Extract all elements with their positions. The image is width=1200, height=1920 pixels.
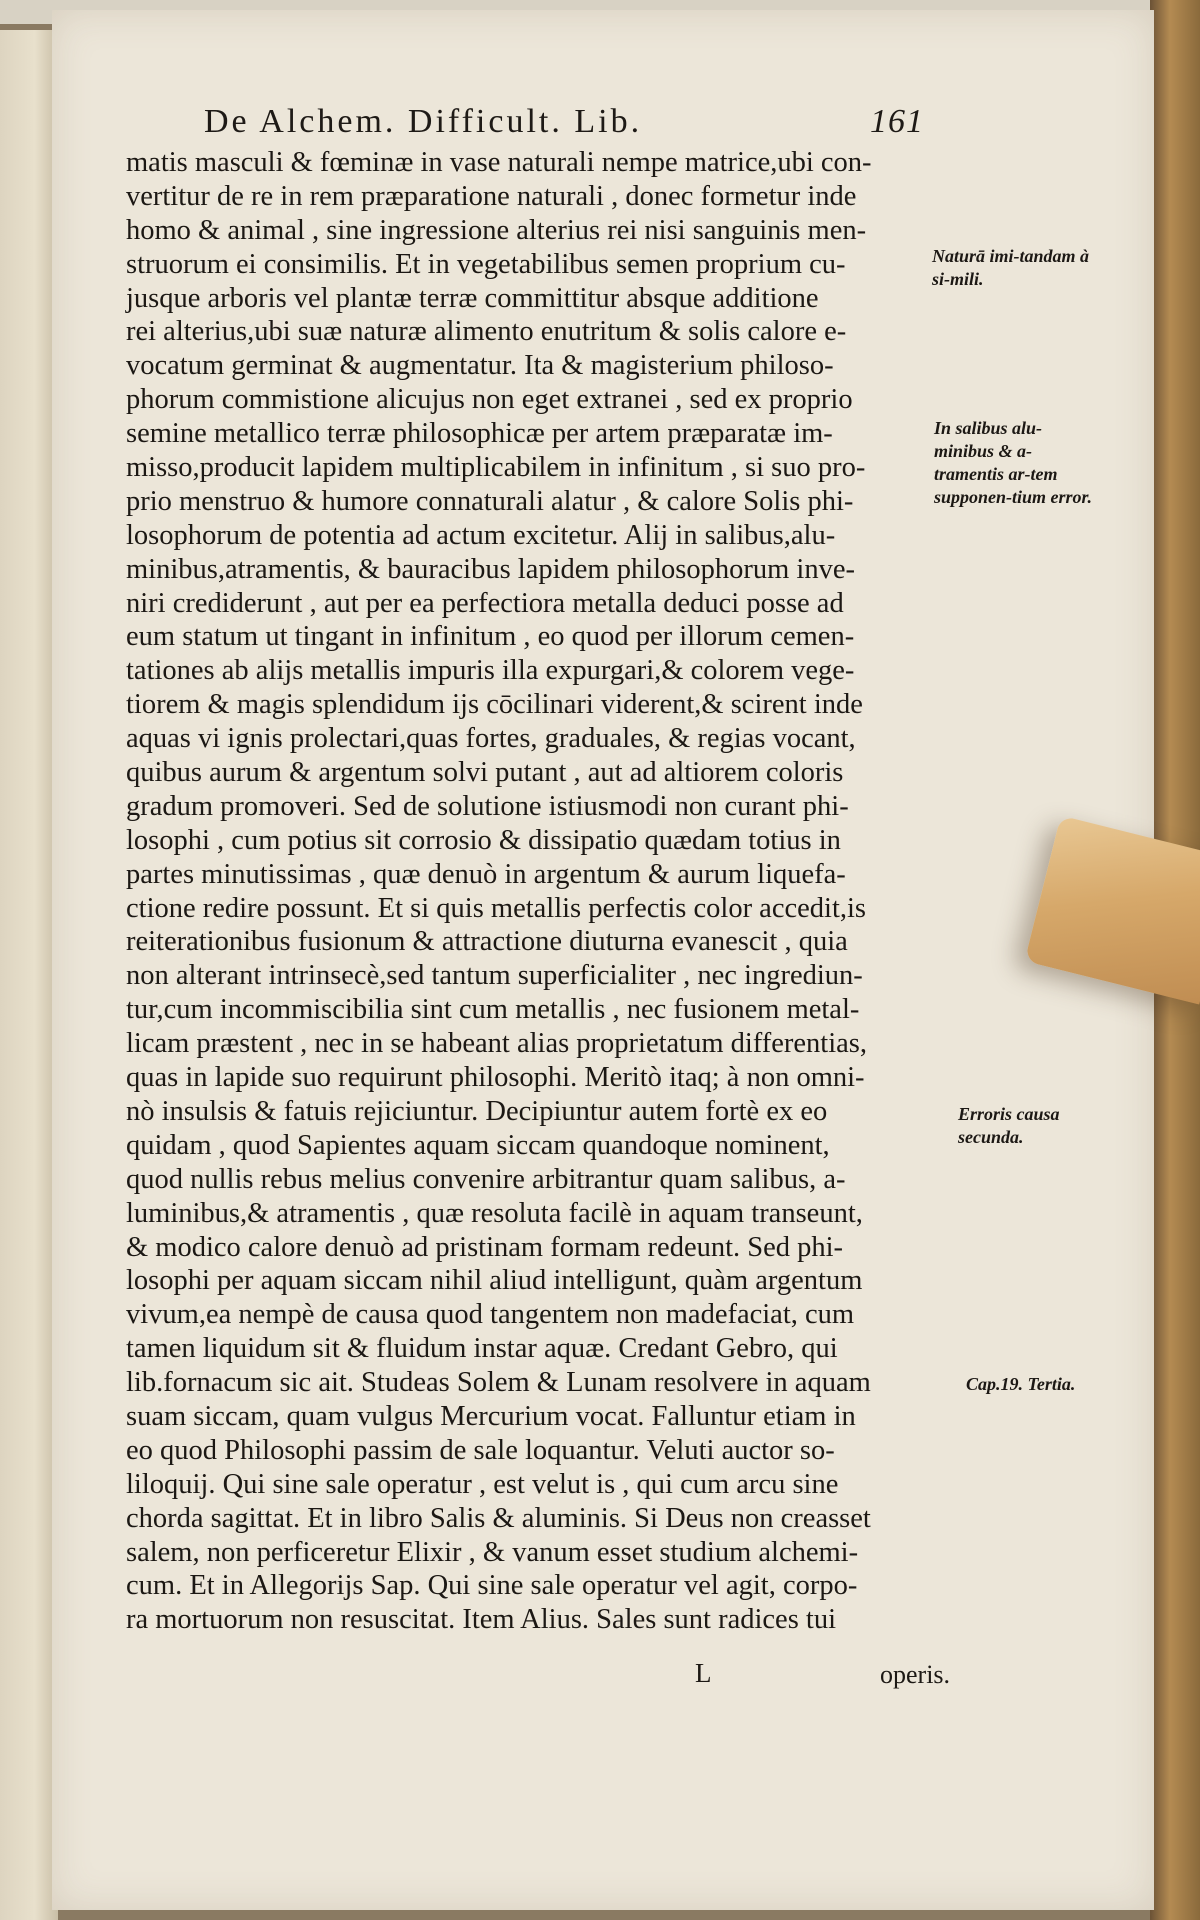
marginal-note: Cap.19. Tertia. xyxy=(966,1374,1076,1394)
text-line: gradum promoveri. Sed de solutione istiusmodi non curant phi- xyxy=(126,790,849,822)
body-text xyxy=(126,146,1006,1637)
text-line: eo quod Philosophi passim de sale loquantur. Veluti auctor so- xyxy=(126,1434,835,1466)
text-line: aquas vi ignis prolectari,quas fortes, graduales, & regias vocant, xyxy=(126,723,856,755)
text-line: homo & animal , sine ingressione alterius rei nisi sanguinis men- xyxy=(126,214,867,246)
signature-mark: L xyxy=(695,1658,712,1688)
text-line: vertitur de re in rem præparatione naturali , donec formetur inde xyxy=(126,180,857,212)
text-line: liloquij. Qui sine sale operatur , est velut is , qui cum arcu sine xyxy=(126,1468,839,1500)
text-line: quas in lapide suo requirunt philosophi. Meritò itaq; à non omni- xyxy=(126,1062,865,1094)
text-line: losophi , cum potius sit corrosio & dissipatio quædam totius in xyxy=(126,824,841,856)
text-line: ctione redire possunt. Et si quis metallis perfectis color accedit,is xyxy=(126,892,866,924)
text-line: tiorem & magis splendidum ijs cōcilinari viderent,& scirent inde xyxy=(126,689,863,721)
text-line: quod nullis rebus melius convenire arbitrantur quam salibus, a- xyxy=(126,1163,846,1195)
text-line: struorum ei consimilis. Et in vegetabilibus semen proprium cu- xyxy=(126,248,846,280)
text-line: licam præstent , nec in se habeant alias proprietatum differentias, xyxy=(126,1028,868,1060)
facing-page-edge xyxy=(0,30,58,1920)
text-line: semine metallico terræ philosophicæ per artem præparatæ im- xyxy=(126,418,833,450)
text-line: rei alterius,ubi suæ naturæ alimento enutritum & solis calore e- xyxy=(126,316,847,348)
text-line: lib.fornacum sic ait. Studeas Solem & Lunam resolvere in aquam xyxy=(126,1367,871,1399)
text-line: losophi per aquam siccam nihil aliud intelligunt, quàm argentum xyxy=(126,1265,863,1297)
marginal-note: Naturā imi-tandam à si-mili. xyxy=(932,246,1090,289)
running-head-title: De Alchem. Difficult. Lib. xyxy=(204,103,643,140)
marginal-note: Erroris causa secunda. xyxy=(958,1104,1060,1147)
text-line: tationes ab alijs metallis impuris illa expurgari,& colorem vege- xyxy=(126,655,855,687)
catchword: operis. xyxy=(880,1660,951,1689)
book-page xyxy=(52,10,1154,1910)
text-line: phorum commistione alicujus non eget extranei , sed ex proprio xyxy=(126,384,853,416)
text-line: vocatum germinat & augmentatur. Ita & magisterium philoso- xyxy=(126,350,834,382)
text-line: reiterationibus fusionum & attractione diuturna evanescit , quia xyxy=(126,926,848,958)
marginal-note: In salibus alu-minibus & a-tramentis ar-tem supponen-tium error. xyxy=(934,418,1093,507)
text-line: salem, non perficeretur Elixir , & vanum esset studium alchemi- xyxy=(126,1536,859,1568)
text-line: niri crediderunt , aut per ea perfectiora metalla deduci posse ad xyxy=(126,587,844,619)
text-line: nò insulsis & fatuis rejiciuntur. Decipiuntur autem fortè ex eo xyxy=(126,1095,828,1127)
text-line: cum. Et in Allegorijs Sap. Qui sine sale operatur vel agit, corpo- xyxy=(126,1570,858,1602)
text-line: non alterant intrinsecè,sed tantum superficialiter , nec ingrediun- xyxy=(126,960,863,992)
text-line: partes minutissimas , quæ denuò in argentum & aurum liquefa- xyxy=(126,858,846,890)
text-line: misso,producit lapidem multiplicabilem in infinitum , si suo pro- xyxy=(126,452,866,484)
text-line: tur,cum incommiscibilia sint cum metallis , nec fusionem metal- xyxy=(126,994,860,1026)
text-line: losophorum de potentia ad actum excitetur. Alij in salibus,alu- xyxy=(126,519,836,551)
text-line: eum statum ut tingant in infinitum , eo quod per illorum cemen- xyxy=(126,621,855,653)
text-line: minibus,atramentis, & bauracibus lapidem philosophorum inve- xyxy=(126,553,855,585)
running-head xyxy=(204,103,924,149)
text-line: matis masculi & fœminæ in vase naturali nempe matrice,ubi con- xyxy=(126,147,872,178)
text-line: chorda sagittat. Et in libro Salis & aluminis. Si Deus non creasset xyxy=(126,1502,871,1534)
text-line: ra mortuorum non resuscitat. Item Alius. Sales sunt radices tui xyxy=(126,1604,836,1636)
text-line: suam siccam, quam vulgus Mercurium vocat. Falluntur etiam in xyxy=(126,1400,856,1432)
text-line: luminibus,& atramentis , quæ resoluta facilè in aquam transeunt, xyxy=(126,1197,863,1229)
text-line: quidam , quod Sapientes aquam siccam quandoque nominent, xyxy=(126,1129,830,1161)
text-line: tamen liquidum sit & fluidum instar aquæ. Credant Gebro, qui xyxy=(126,1333,838,1365)
text-line: prio menstruo & humore connaturali alatur , & calore Solis phi- xyxy=(126,485,854,517)
text-line: quibus aurum & argentum solvi putant , aut ad altiorem coloris xyxy=(126,757,844,789)
text-line: vivum,ea nempè de causa quod tangentem non madefaciat, cum xyxy=(126,1299,855,1331)
text-line: jusque arboris vel plantæ terræ committitur absque additione xyxy=(126,282,819,314)
page-number: 161 xyxy=(870,103,924,140)
text-line: & modico calore denuò ad pristinam formam redeunt. Sed phi- xyxy=(126,1231,844,1263)
